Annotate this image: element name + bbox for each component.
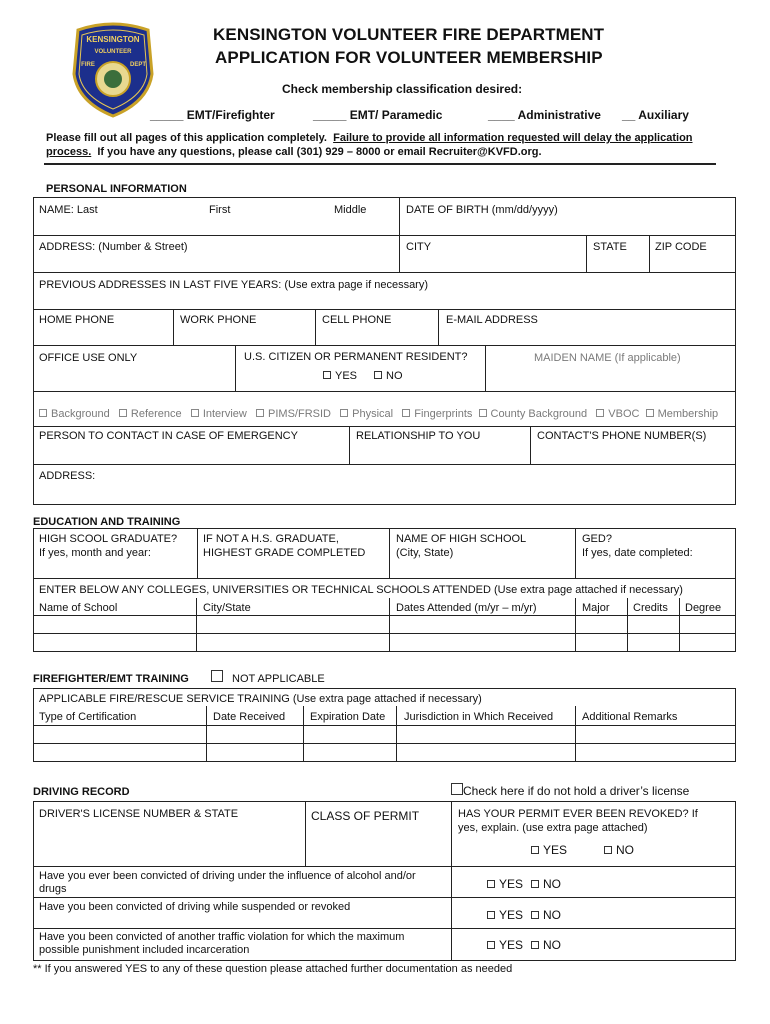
instructions-warning-end: process. — [46, 146, 92, 158]
checkbox-icon — [531, 941, 539, 949]
checkbox-icon — [604, 846, 612, 854]
class-emt-paramedic[interactable]: _____ EMT/ Paramedic — [313, 108, 443, 122]
checkbox-icon — [323, 371, 331, 379]
citizen-no-label: NO — [386, 370, 403, 382]
name-middle-field[interactable]: Middle — [334, 204, 367, 216]
suspended-question: Have you been convicted of driving while suspended or revoked — [39, 901, 351, 913]
training-section-title: FIREFIGHTER/EMT TRAINING — [33, 673, 189, 685]
checkbox-icon — [531, 880, 539, 888]
hs-name-sub: (City, State) — [396, 547, 454, 559]
permit-class-field[interactable]: CLASS OF PERMIT — [311, 809, 420, 823]
revoked-yes-label: YES — [543, 843, 568, 857]
revoked-question-1: HAS YOUR PERMIT EVER BEEN REVOKED? If — [458, 808, 698, 820]
dui-question-2: drugs — [39, 883, 67, 895]
dui-yes-label: YES — [499, 877, 524, 891]
checklist-background[interactable]: Background — [39, 408, 110, 420]
checkbox-icon — [531, 911, 539, 919]
form-subtitle: APPLICATION FOR VOLUNTEER MEMBERSHIP — [215, 48, 603, 67]
checkbox-icon — [374, 371, 382, 379]
address-field[interactable]: ADDRESS: (Number & Street) — [39, 241, 188, 253]
col-major: Major — [582, 602, 610, 614]
cell-phone-field[interactable]: CELL PHONE — [322, 314, 392, 326]
svg-text:FIRE: FIRE — [81, 62, 95, 68]
ged-sub: If yes, date completed: — [582, 547, 693, 559]
citizen-yes-checkbox[interactable] — [323, 370, 357, 382]
contact-phone-field[interactable]: CONTACT'S PHONE NUMBER(S) — [537, 430, 707, 442]
suspended-yes-label: YES — [499, 908, 524, 922]
revoked-yes-checkbox[interactable] — [531, 843, 567, 857]
class-administrative[interactable]: ____ Administrative — [488, 108, 601, 122]
suspended-yes-checkbox[interactable] — [487, 908, 523, 922]
hs-graduate-field[interactable]: HIGH SCOOL GRADUATE? — [39, 533, 178, 545]
email-field[interactable]: E-MAIL ADDRESS — [446, 314, 538, 326]
checklist-fingerprints[interactable]: Fingerprints — [402, 408, 472, 420]
dui-no-checkbox[interactable] — [531, 877, 561, 891]
col-credits: Credits — [633, 602, 668, 614]
hs-graduate-sub: If yes, month and year: — [39, 547, 151, 559]
class-emt-firefighter[interactable]: _____ EMT/Firefighter — [150, 108, 275, 122]
zip-field[interactable]: ZIP CODE — [655, 241, 707, 253]
col-degree: Degree — [685, 602, 722, 614]
checklist-vboc[interactable]: VBOC — [596, 408, 639, 420]
dui-yes-checkbox[interactable] — [487, 877, 523, 891]
other-yes-checkbox[interactable] — [487, 938, 523, 952]
citizen-yes-label: YES — [335, 370, 358, 382]
header-divider — [44, 163, 716, 165]
education-section-title: EDUCATION AND TRAINING — [33, 516, 181, 528]
personal-section-title: PERSONAL INFORMATION — [46, 183, 187, 195]
instructions-line-1 — [46, 132, 693, 144]
col-school-name: Name of School — [39, 602, 118, 614]
col-date-received: Date Received — [213, 711, 286, 723]
checkbox-icon — [487, 880, 495, 888]
office-checklist — [39, 408, 718, 420]
col-expiration-date: Expiration Date — [310, 711, 386, 723]
not-applicable-checkbox[interactable] — [211, 670, 223, 682]
previous-addresses-field[interactable]: PREVIOUS ADDRESSES IN LAST FIVE YEARS: (Use extra page if necessary) — [39, 279, 429, 291]
not-graduate-field[interactable]: IF NOT A H.S. GRADUATE, — [203, 533, 339, 545]
not-applicable-label: NOT APPLICABLE — [232, 673, 325, 685]
instructions-contact: If you have any questions, please call (301) 929 – 8000 or email Recruiter@KVFD.org. — [97, 146, 542, 158]
citizen-question: U.S. CITIZEN OR PERMANENT RESIDENT? — [244, 351, 468, 363]
no-license-checkbox[interactable] — [451, 783, 463, 795]
instructions-line-2 — [46, 146, 542, 158]
not-graduate-sub: HIGHEST GRADE COMPLETED — [203, 547, 366, 559]
footnote: ** If you answered YES to any of these question please attached further documentation as needed — [33, 963, 513, 975]
license-number-field[interactable]: DRIVER'S LICENSE NUMBER & STATE — [39, 808, 239, 820]
driving-section-title: DRIVING RECORD — [33, 786, 130, 798]
col-dates-attended: Dates Attended (m/yr – m/yr) — [396, 602, 537, 614]
checklist-reference[interactable]: Reference — [119, 408, 182, 420]
svg-text:DEPT: DEPT — [129, 62, 147, 68]
citizen-no-checkbox[interactable] — [374, 370, 403, 382]
other-no-checkbox[interactable] — [531, 938, 561, 952]
checkbox-icon — [531, 846, 539, 854]
revoked-question-2: yes, explain. (use extra page attached) — [458, 822, 648, 834]
dui-question-1: Have you ever been convicted of driving under the influence of alcohol and/or — [39, 870, 416, 882]
instructions-text: Please fill out all pages of this application completely. — [46, 132, 327, 144]
revoked-no-checkbox[interactable] — [604, 843, 634, 857]
checklist-membership[interactable]: Membership — [646, 408, 719, 420]
colleges-instructions: ENTER BELOW ANY COLLEGES, UNIVERSITIES OR TECHNICAL SCHOOLS ATTENDED (Use extra page attached if necessary) — [39, 584, 683, 596]
name-first-field[interactable]: First — [209, 204, 231, 216]
emergency-contact-field[interactable]: PERSON TO CONTACT IN CASE OF EMERGENCY — [39, 430, 298, 442]
other-no-label: NO — [543, 938, 561, 952]
checkbox-icon — [487, 941, 495, 949]
hs-name-field[interactable]: NAME OF HIGH SCHOOL — [396, 533, 527, 545]
maiden-name-field[interactable]: MAIDEN NAME (If applicable) — [534, 352, 681, 364]
work-phone-field[interactable]: WORK PHONE — [180, 314, 257, 326]
instructions-warning: Failure to provide all information requested will delay the application — [333, 132, 693, 144]
revoked-no-label: NO — [616, 843, 634, 857]
svg-text:VOLUNTEER: VOLUNTEER — [94, 49, 132, 55]
suspended-no-checkbox[interactable] — [531, 908, 561, 922]
other-violation-question-1: Have you been convicted of another traffic violation for which the maximum — [39, 931, 405, 943]
classification-prompt: Check membership classification desired: — [282, 82, 523, 96]
name-last-field[interactable]: NAME: Last — [39, 204, 98, 216]
checklist-physical[interactable]: Physical — [340, 408, 393, 420]
ged-field[interactable]: GED? — [582, 533, 612, 545]
other-yes-label: YES — [499, 938, 524, 952]
state-field[interactable]: STATE — [593, 241, 627, 253]
checklist-pims[interactable]: PIMS/FRSID — [256, 408, 331, 420]
col-city-state: City/State — [203, 602, 251, 614]
checklist-county-background[interactable]: County Background — [479, 408, 588, 420]
relationship-field[interactable]: RELATIONSHIP TO YOU — [356, 430, 481, 442]
svg-text:KENSINGTON: KENSINGTON — [86, 35, 140, 44]
col-certification-type: Type of Certification — [39, 711, 137, 723]
home-phone-field[interactable]: HOME PHONE — [39, 314, 115, 326]
checklist-interview[interactable]: Interview — [191, 408, 247, 420]
department-badge-logo — [68, 22, 158, 118]
col-remarks: Additional Remarks — [582, 711, 678, 723]
emergency-address-field[interactable]: ADDRESS: — [39, 470, 96, 482]
form-title: KENSINGTON VOLUNTEER FIRE DEPARTMENT — [213, 25, 605, 44]
checkbox-icon — [487, 911, 495, 919]
office-use-label: OFFICE USE ONLY — [39, 352, 138, 364]
no-license-label: Check here if do not hold a driver’s license — [463, 784, 690, 798]
class-auxiliary[interactable]: __ Auxiliary — [622, 108, 689, 122]
other-violation-question-2: possible punishment included incarceration — [39, 944, 250, 956]
dui-no-label: NO — [543, 877, 561, 891]
col-jurisdiction: Jurisdiction in Which Received — [404, 711, 554, 723]
dob-field[interactable]: DATE OF BIRTH (mm/dd/yyyy) — [406, 204, 558, 216]
suspended-no-label: NO — [543, 908, 561, 922]
applicable-training-label: APPLICABLE FIRE/RESCUE SERVICE TRAINING (Use extra page attached if necessary) — [39, 693, 482, 705]
city-field[interactable]: CITY — [406, 241, 432, 253]
